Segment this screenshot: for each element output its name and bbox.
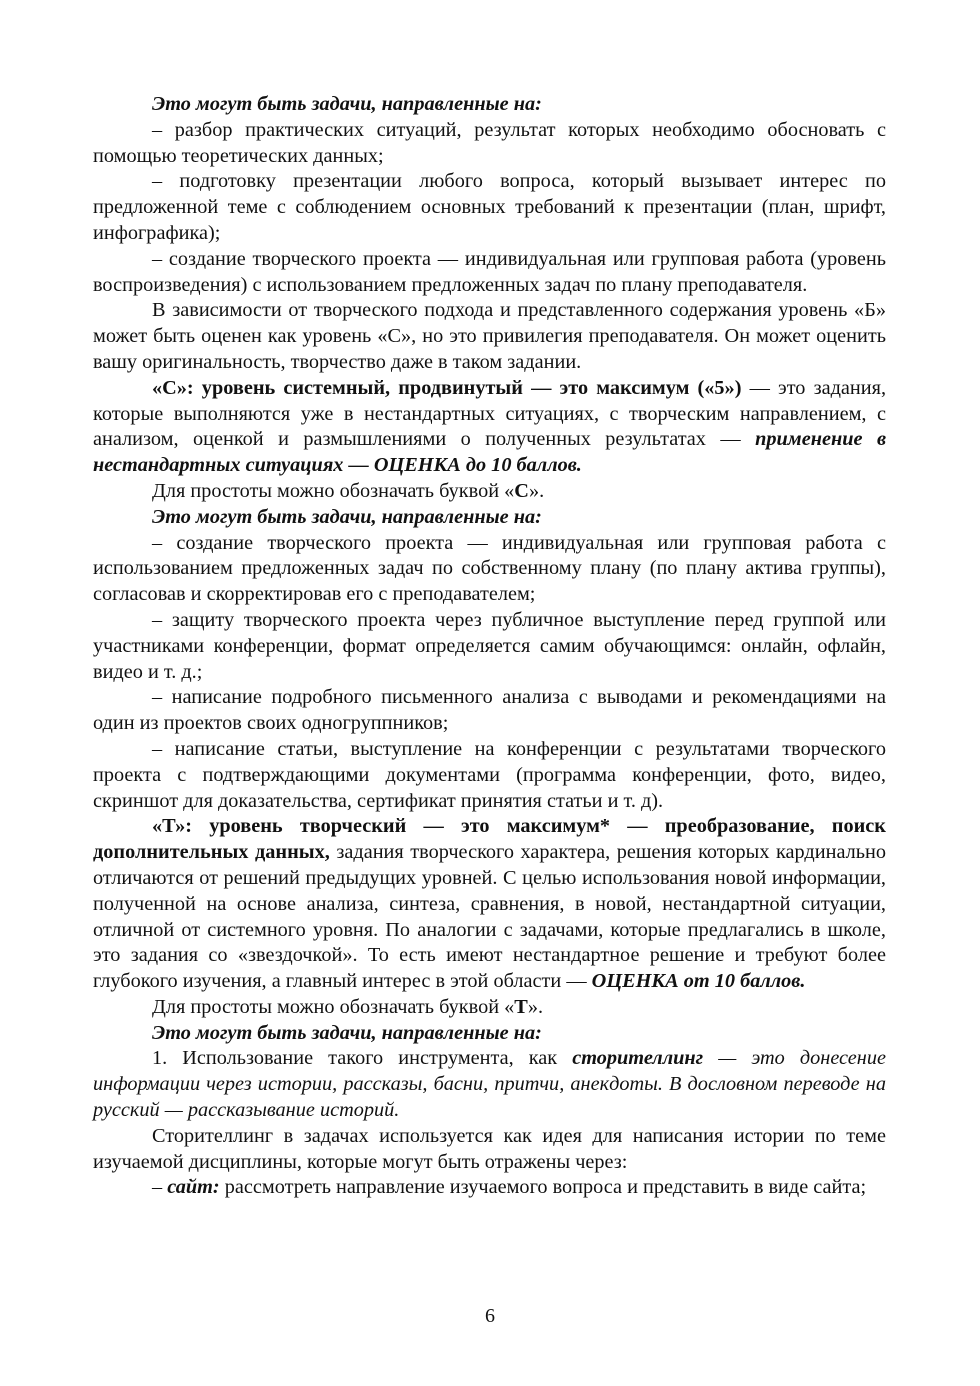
paragraph-practical-situations: – разбор практических ситуаций, результат которых необходимо обосновать с помощью теоретических данных; — [93, 118, 886, 167]
paragraph-own-plan-project: – создание творческого проекта — индивидуальная или групповая работа с использованием предложенных задач по собственному плану (по плану актива группы), согласовав и скорректировав его с преподавателем; — [93, 531, 886, 606]
document-page — [93, 92, 886, 1201]
paragraph-creative-approach: В зависимости от творческого подхода и представленного содержания уровень «Б» может быть оценен как уровень «С», но это привилегия преподавателя. Он может оценить вашу оригинальность, творчество даже в таком задании. — [93, 299, 886, 373]
paragraph-tasks-heading-1: Это могут быть задачи, направленные на: — [152, 93, 542, 115]
paragraph-written-analysis: – написание подробного письменного анализа с выводами и рекомендациями на один из проектов своих одногруппников; — [93, 686, 886, 735]
paragraph-letter-t: Для простоты можно обозначать буквой «Т». — [152, 995, 544, 1018]
paragraph-storytelling-usage: Сторителлинг в задачах используется как идея для написания истории по теме изучаемой дисциплины, которые могут быть отражены через: — [93, 1124, 886, 1173]
paragraph-level-t: «Т»: уровень творческий — это максимум* — преобразование, поиск дополнительных данных, задания творческого характера, решения которых кардинально отличаются от решений предыдущих уровней. С целью использования новой информации, полученной на основе анализа, синтеза, сравнения, в новой, нестандартной ситуации, отличной от системного уровня. По аналогии с задачами, которые предлагались в школе, это задания со «звездочкой». То есть имеют нестандартное решение и требуют более глубокого изучения, а главный интерес в этой области — ОЦЕНКА от 10 баллов. — [93, 815, 886, 993]
paragraph-tasks-heading-3: Это могут быть задачи, направленные на: — [152, 1021, 542, 1044]
paragraph-letter-c: Для простоты можно обозначать буквой «С». — [152, 479, 545, 502]
paragraph-presentation: – подготовку презентации любого вопроса, который вызывает интерес по предложенной теме с соблюдением основных требований к презентации (план, шрифт, инфографика); — [93, 170, 886, 244]
paragraph-storytelling: 1. Использование такого инструмента, как сторителлинг — это донесение информации через истории, рассказы, басни, притчи, анекдоты. В дословном переводе на русский — рассказывание историй. — [93, 1047, 886, 1122]
paragraph-tasks-heading-2: Это могут быть задачи, направленные на: — [152, 505, 542, 528]
page-number: 6 — [485, 1305, 495, 1327]
paragraph-creative-project: – создание творческого проекта — индивидуальная или групповая работа (уровень воспроизведения) с использованием предложенных задач по плану преподавателя. — [93, 247, 886, 296]
paragraph-project-defense: – защиту творческого проекта через публичное выступление перед группой или участниками конференции, формат определяется самим обучающимся: онлайн, офлайн, видео и т. д.; — [93, 608, 886, 683]
paragraph-level-c: «С»: уровень системный, продвинутый — это максимум («5») — это задания, которые выполняются уже в нестандартных ситуациях, с творческим направлением, с анализом, оценкой и размышлениями о полученных результатах — применение в нестандартных ситуациях — ОЦЕНКА до 10 баллов. — [93, 376, 887, 477]
paragraph-site: – сайт: рассмотреть направление изучаемого вопроса и представить в виде сайта; — [152, 1176, 867, 1199]
paragraph-article: – написание статьи, выступление на конференции с результатами творческого проекта с подтверждающими документами (программа конференции, фото, видео, скриншот для доказательства, сертификат принятия статьи и т. д). — [93, 737, 886, 812]
